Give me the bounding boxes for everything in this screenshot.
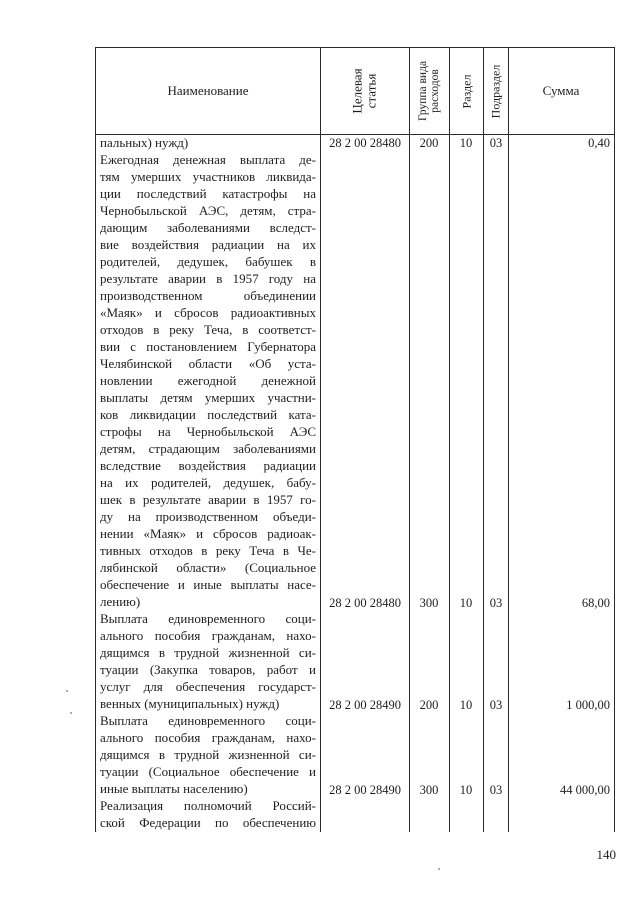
subsection-cell: 03 (489, 783, 503, 797)
header-section-label: Раздел (459, 74, 474, 108)
header-subsection-label: Подраздел (488, 64, 503, 118)
scan-mark (438, 868, 440, 870)
column-divider-name (320, 47, 321, 832)
header-sum-label: Сумма (542, 83, 580, 98)
name-line: нении «Маяк» и сбросов радиоак- (100, 526, 316, 541)
name-line: тивных отходов в реку Теча в Че- (100, 543, 316, 558)
name-line: венных (муниципальных) нужд) (100, 696, 280, 711)
subsection-cell: 03 (489, 698, 503, 712)
name-line: на их родителей, дедушек, бабу- (100, 475, 316, 490)
name-line: Челябинской области «Об уста- (100, 356, 316, 371)
table-left-border (95, 47, 96, 832)
header-expense-group-label: Группа вида расходов (417, 60, 442, 122)
name-line: вие воздействия радиации на их (100, 237, 316, 252)
name-line: ской Федерации по обеспечению (100, 815, 316, 830)
name-line: вследствие воздействия радиации (100, 458, 316, 473)
expense-group-cell: 300 (419, 783, 439, 797)
name-line: туации (Социальное обеспечение и (100, 764, 316, 779)
sum-cell: 44 000,00 (560, 783, 610, 797)
name-line: ции последствий катастрофы на (100, 186, 316, 201)
name-line: ального пособия гражданам, нахо- (100, 730, 316, 745)
section-cell: 10 (459, 698, 473, 712)
target-article-cell: 28 2 00 28490 (329, 783, 401, 797)
name-line: услуг для обеспечения государст- (100, 679, 316, 694)
name-line: «Маяк» и сбросов радиоактивных (100, 305, 316, 320)
header-target-article-label: Целевая статья (349, 68, 379, 114)
subsection-cell: 03 (489, 596, 503, 610)
section-cell: 10 (459, 136, 473, 150)
name-line: производственном объединении (100, 288, 316, 303)
name-line: родителей, дедушек, бабушек в (100, 254, 316, 269)
header-expense-group (410, 48, 449, 134)
column-divider-section (483, 47, 484, 832)
name-line: новлении ежегодной денежной (100, 373, 316, 388)
name-line: обеспечение и иные выплаты насе- (100, 577, 316, 592)
name-line: дающим заболеваниями вследст- (100, 220, 316, 235)
name-line: тям умерших участников ликвида- (100, 169, 316, 184)
name-line: отходов в реку Теча, в соответст- (100, 322, 316, 337)
scan-mark (66, 690, 68, 692)
name-line: туации (Закупка товаров, работ и (100, 662, 316, 677)
column-divider-code (409, 47, 410, 832)
name-line: Чернобыльской АЭС, детям, стра- (100, 203, 316, 218)
name-line: детям, страдающим заболеваниями (100, 441, 316, 456)
header-section (450, 48, 483, 134)
name-line: Выплата единовременного соци- (100, 713, 316, 728)
name-line: выплаты детям умерших участни- (100, 390, 316, 405)
table-right-border (614, 47, 615, 832)
target-article-cell: 28 2 00 28480 (329, 136, 401, 150)
scan-mark (70, 712, 72, 714)
name-line: пальных) нужд) (100, 135, 189, 150)
name-line: дящимся в трудной жизненной си- (100, 645, 316, 660)
name-line: ального пособия гражданам, нахо- (100, 628, 316, 643)
name-line: строфы на Чернобыльской АЭС (100, 424, 316, 439)
page-number: 140 (596, 847, 616, 862)
name-line: результате аварии в 1957 году на (100, 271, 316, 286)
expense-group-cell: 200 (419, 698, 439, 712)
header-target-article (321, 48, 409, 134)
section-cell: 10 (459, 783, 473, 797)
header-name-label: Наименование (167, 83, 249, 98)
column-divider-subsection (508, 47, 509, 832)
subsection-cell: 03 (489, 136, 503, 150)
column-divider-group (449, 47, 450, 832)
sum-cell: 68,00 (581, 596, 610, 610)
name-line: шек в результате аварии в 1957 го- (100, 492, 316, 507)
name-line: лябинской области» (Социальное (100, 560, 316, 575)
target-article-cell: 28 2 00 28480 (329, 596, 401, 610)
name-line: ду на производственном объеди- (100, 509, 316, 524)
name-line: Выплата единовременного соци- (100, 611, 316, 626)
name-line: ков ликвидации последствий ката- (100, 407, 316, 422)
name-line: Ежегодная денежная выплата де- (100, 152, 316, 167)
expense-group-cell: 300 (419, 596, 439, 610)
sum-cell: 1 000,00 (566, 698, 610, 712)
header-name (96, 48, 320, 134)
sum-cell: 0,40 (588, 136, 610, 150)
name-line: дящимся в трудной жизненной си- (100, 747, 316, 762)
name-line: лению) (100, 594, 141, 609)
section-cell: 10 (459, 596, 473, 610)
name-line: Реализация полномочий Россий- (100, 798, 316, 813)
header-subsection (484, 48, 508, 134)
expense-group-cell: 200 (419, 136, 439, 150)
name-line: вии с постановлением Губернатора (100, 339, 316, 354)
name-line: иные выплаты населению) (100, 781, 248, 796)
target-article-cell: 28 2 00 28490 (329, 698, 401, 712)
header-sum (508, 48, 614, 134)
